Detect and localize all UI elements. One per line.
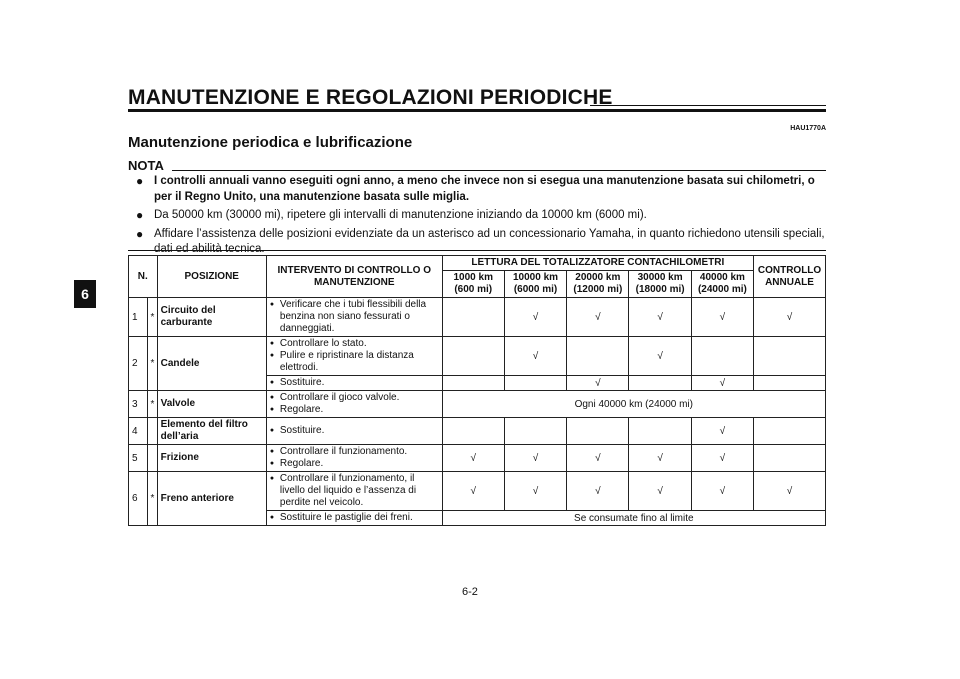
- nota-end-rule: [128, 250, 826, 251]
- check-cell: √: [567, 376, 629, 391]
- asterisk-marker: *: [148, 391, 157, 418]
- position-name: Frizione: [157, 445, 266, 472]
- check-cell: √: [567, 298, 629, 337]
- chapter-title: MANUTENZIONE E REGOLAZIONI PERIODICHE: [128, 86, 613, 109]
- check-cell: √: [629, 298, 691, 337]
- check-cell: √: [691, 298, 753, 337]
- intervention-item: ● Sostituire.: [270, 377, 439, 389]
- asterisk-marker: *: [148, 472, 157, 526]
- interval-note: Ogni 40000 km (24000 mi): [442, 391, 825, 418]
- position-name: Candele: [157, 337, 266, 391]
- section-title: Manutenzione periodica e lubrificazione: [128, 134, 413, 151]
- annual-check-cell: [754, 418, 826, 445]
- check-cell: [504, 376, 566, 391]
- intervention-cell: [266, 511, 442, 526]
- document-code: HAU1770A: [790, 125, 826, 132]
- nota-rule: [172, 170, 826, 171]
- intervention-item: ● Controllare lo stato.: [270, 338, 439, 350]
- header-km-4: 30000 km (18000 mi): [629, 271, 691, 298]
- nota-item: [136, 174, 828, 205]
- position-name: Valvole: [157, 391, 266, 418]
- row-number: 3: [129, 391, 148, 418]
- check-cell: √: [504, 472, 566, 511]
- intervention-cell: [266, 418, 442, 445]
- check-cell: √: [691, 445, 753, 472]
- title-thin-rule: [590, 105, 826, 106]
- intervention-cell: [266, 472, 442, 511]
- header-km-5: 40000 km (24000 mi): [691, 271, 753, 298]
- row-number: 6: [129, 472, 148, 526]
- interval-note: Se consumate fino al limite: [442, 511, 825, 526]
- header-intervento: INTERVENTO DI CONTROLLO O MANUTENZIONE: [266, 256, 442, 298]
- intervention-item: ● Sostituire le pastiglie dei freni.: [270, 512, 439, 524]
- row-number: 1: [129, 298, 148, 337]
- check-cell: [442, 298, 504, 337]
- check-cell: [442, 376, 504, 391]
- intervention-item: ● Sostituire.: [270, 425, 439, 437]
- intervention-cell: [266, 391, 442, 418]
- check-cell: [629, 418, 691, 445]
- header-km-2: 10000 km (6000 mi): [504, 271, 566, 298]
- bullet-icon: ●: [136, 226, 144, 241]
- nota-item: [136, 208, 828, 224]
- intervention-item: ● Regolare.: [270, 404, 439, 416]
- header-posizione: POSIZIONE: [157, 256, 266, 298]
- intervention-cell: [266, 298, 442, 337]
- asterisk-marker: [148, 445, 157, 472]
- position-name: Elemento del filtro dell’aria: [157, 418, 266, 445]
- nota-label: NOTA: [128, 158, 164, 173]
- intervention-item: ● Controllare il funzionamento.: [270, 446, 439, 458]
- check-cell: [442, 418, 504, 445]
- annual-check-cell: [754, 376, 826, 391]
- table-row: [129, 445, 826, 472]
- row-number: 2: [129, 337, 148, 391]
- intervention-cell: [266, 376, 442, 391]
- bullet-icon: ●: [136, 208, 144, 222]
- check-cell: √: [442, 445, 504, 472]
- intervention-cell: [266, 337, 442, 376]
- intervention-item: ● Pulire e ripristinare la distanza elettrodi.: [270, 350, 439, 374]
- table-row: [129, 298, 826, 337]
- asterisk-marker: [148, 418, 157, 445]
- nota-item: [136, 227, 828, 258]
- check-cell: √: [567, 472, 629, 511]
- check-cell: [567, 418, 629, 445]
- check-cell: [691, 337, 753, 376]
- intervention-item: ● Controllare il funzionamento, il livello del liquido e l’assenza di perdite nel veicolo.: [270, 473, 439, 509]
- check-cell: √: [691, 472, 753, 511]
- asterisk-marker: *: [148, 337, 157, 391]
- title-rule: [128, 109, 826, 112]
- nota-item-text: Da 50000 km (30000 mi), ripetere gli intervalli di manutenzione iniziando da 10000 km (6000 mi).: [154, 209, 647, 221]
- check-cell: [504, 418, 566, 445]
- maintenance-table: [128, 255, 826, 526]
- intervention-item: ● Regolare.: [270, 458, 439, 470]
- header-lettura: LETTURA DEL TOTALIZZATORE CONTACHILOMETRI: [442, 256, 753, 271]
- header-km-1: 1000 km (600 mi): [442, 271, 504, 298]
- check-cell: [629, 376, 691, 391]
- bullet-icon: ●: [136, 174, 144, 188]
- position-name: Circuito del carburante: [157, 298, 266, 337]
- header-km-3: 20000 km (12000 mi): [567, 271, 629, 298]
- nota-item-text: I controlli annuali vanno eseguiti ogni anno, a meno che invece non si esegua una manutenzione basata sui chilometri, o per il Regno Unito, una manutenzione basata sulle miglia.: [154, 175, 815, 203]
- intervention-item: ● Controllare il gioco valvole.: [270, 392, 439, 404]
- annual-check-cell: √: [754, 472, 826, 511]
- check-cell: [442, 337, 504, 376]
- header-n: N.: [129, 256, 158, 298]
- position-name: Freno anteriore: [157, 472, 266, 526]
- table-row: [129, 337, 826, 376]
- annual-check-cell: [754, 445, 826, 472]
- table-row: [129, 391, 826, 418]
- row-number: 5: [129, 445, 148, 472]
- intervention-item: ● Verificare che i tubi flessibili della benzina non siano fessurati o danneggiati.: [270, 299, 439, 335]
- check-cell: √: [567, 445, 629, 472]
- nota-list: [136, 174, 828, 261]
- check-cell: √: [629, 337, 691, 376]
- asterisk-marker: *: [148, 298, 157, 337]
- nota-item-text: Affidare l’assistenza delle posizioni evidenziate da un asterisco ad un concessionario Yamaha, in quanto richiedono utensili speciali, dati ed abilità tecnica.: [154, 227, 825, 255]
- check-cell: √: [504, 337, 566, 376]
- table-row: [129, 418, 826, 445]
- check-cell: √: [629, 445, 691, 472]
- intervention-cell: [266, 445, 442, 472]
- table-row: [129, 472, 826, 511]
- annual-check-cell: [754, 337, 826, 376]
- chapter-tab: 6: [74, 280, 96, 308]
- check-cell: √: [629, 472, 691, 511]
- annual-check-cell: √: [754, 298, 826, 337]
- check-cell: [567, 337, 629, 376]
- check-cell: √: [442, 472, 504, 511]
- row-number: 4: [129, 418, 148, 445]
- check-cell: √: [691, 418, 753, 445]
- check-cell: √: [504, 298, 566, 337]
- page-number: 6-2: [462, 586, 478, 598]
- check-cell: √: [504, 445, 566, 472]
- header-annual: CONTROLLO ANNUALE: [754, 256, 826, 298]
- check-cell: √: [691, 376, 753, 391]
